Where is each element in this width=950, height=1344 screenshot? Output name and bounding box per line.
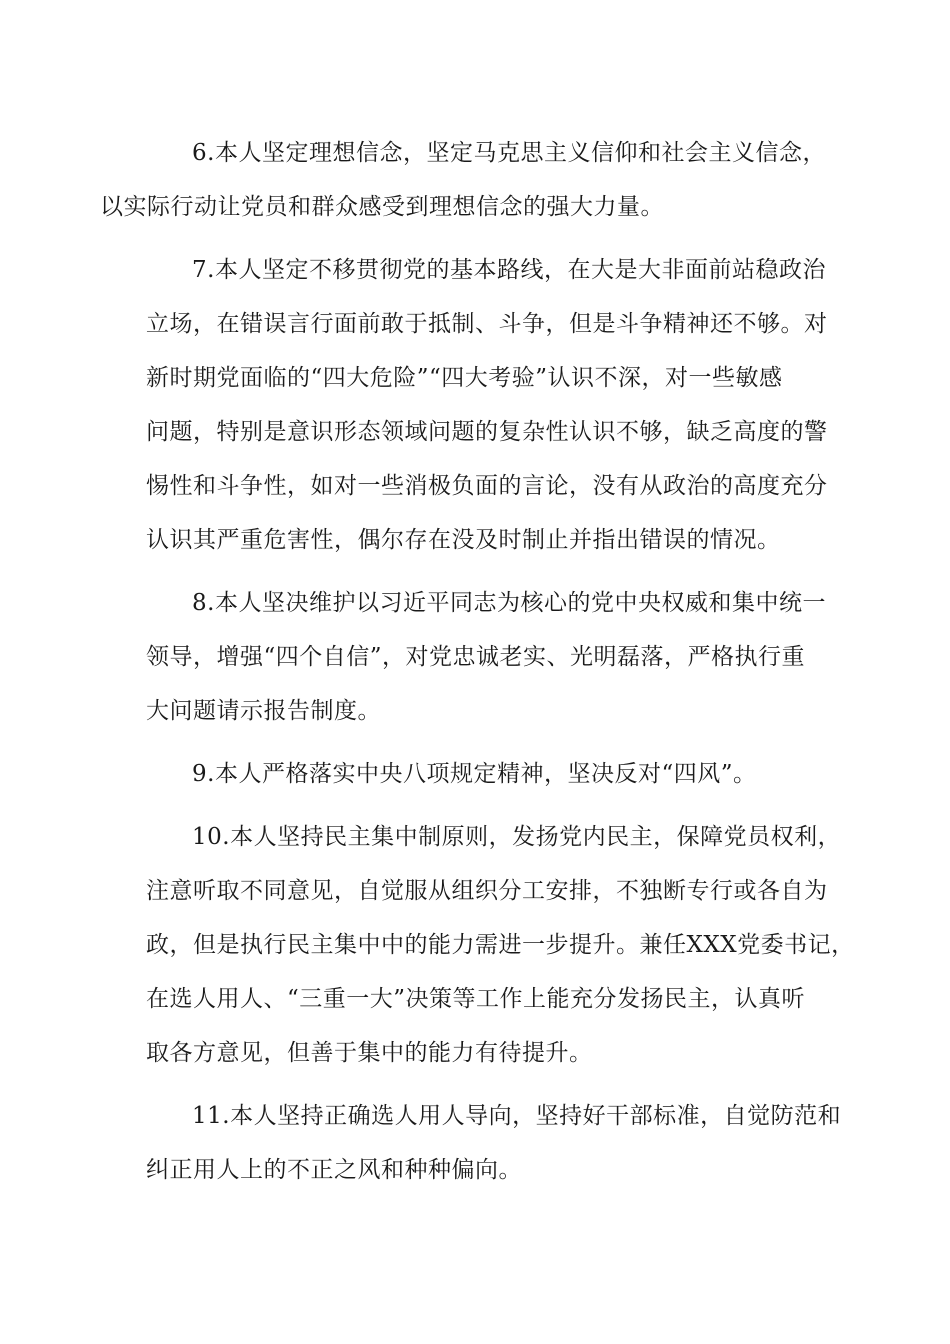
paragraph-line: 政，但是执行民主集中中的能力需进一步提升。兼任XXX党委书记， [146,932,855,958]
paragraph-line: 11.本人坚持正确选人用人导向，坚持好干部标准，自觉防范和 [192,1103,842,1129]
paragraph-6 [100,126,826,234]
paragraph-line: 以实际行动让党员和群众感受到理想信念的强大力量。 [100,194,664,220]
paragraph-line: 问题，特别是意识形态领域问题的复杂性认识不够，缺乏高度的警 [146,419,828,445]
paragraph-line: 在选人用人、“三重一大”决策等工作上能充分发扬民主，认真听 [146,986,806,1012]
paragraph-line: 10.本人坚持民主集中制原则，发扬党内民主，保障党员权利， [192,824,842,850]
document-body [100,126,855,1206]
paragraph-line: 新时期党面临的“四大危险”“四大考验”认识不深，对一些敏感 [146,365,783,391]
paragraph-line: 纠正用人上的不正之风和种种偏向。 [146,1157,522,1183]
paragraph-line: 取各方意见，但善于集中的能力有待提升。 [146,1040,593,1066]
paragraph-line: 8.本人坚决维护以习近平同志为核心的党中央权威和集中统一 [192,590,826,616]
paragraph-line: 6.本人坚定理想信念，坚定马克思主义信仰和社会主义信念， [192,140,826,166]
paragraph-8 [146,576,826,738]
paragraph-line: 9.本人严格落实中央八项规定精神，坚决反对“四风”。 [192,761,757,787]
paragraph-line: 7.本人坚定不移贯彻党的基本路线，在大是大非面前站稳政治 [192,257,826,283]
paragraph-line: 立场，在错误言行面前敢于抵制、斗争，但是斗争精神还不够。对 [146,311,828,337]
paragraph-9 [146,747,806,801]
paragraph-line: 大问题请示报告制度。 [146,698,381,724]
paragraph-line: 认识其严重危害性，偶尔存在没及时制止并指出错误的情况。 [146,527,781,553]
paragraph-line: 领导，增强“四个自信”，对党忠诚老实、光明磊落，严格执行重 [146,644,806,670]
paragraph-11 [146,1089,842,1197]
paragraph-line: 注意听取不同意见，自觉服从组织分工安排，不独断专行或各自为 [146,878,828,904]
paragraph-line: 惕性和斗争性，如对一些消极负面的言论，没有从政治的高度充分 [146,473,828,499]
paragraph-7 [146,243,828,567]
paragraph-10 [146,810,855,1080]
